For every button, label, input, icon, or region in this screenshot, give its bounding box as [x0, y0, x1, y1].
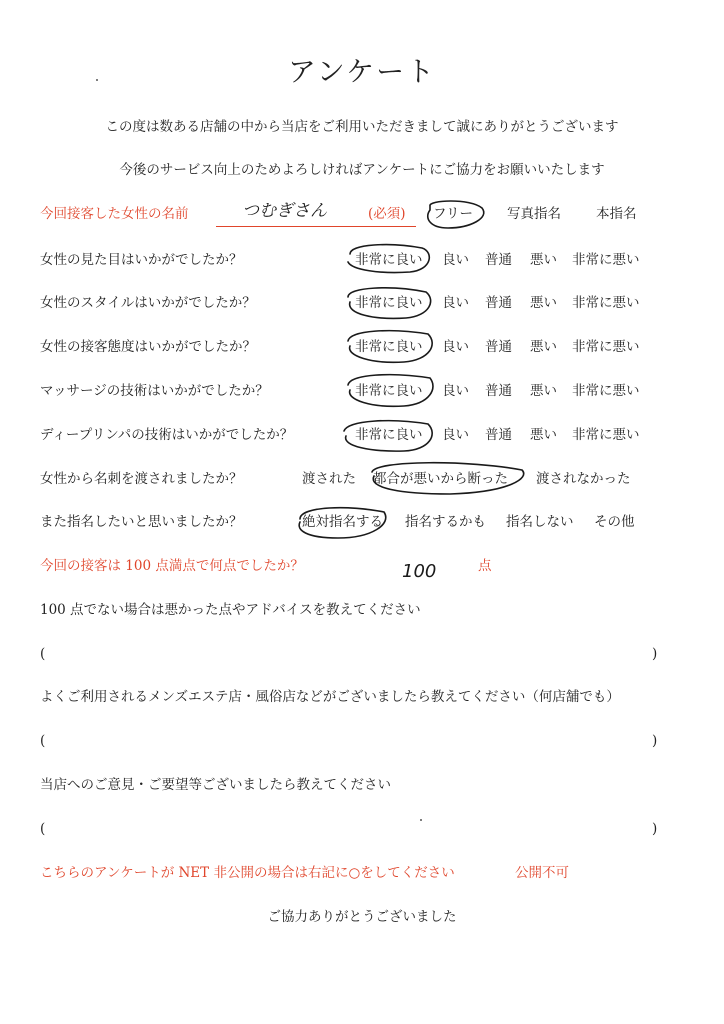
- rating-very-bad[interactable]: 非常に悪い: [572, 252, 640, 268]
- rating-very-good[interactable]: 非常に良い: [355, 383, 423, 399]
- name-option-photo[interactable]: 写真指名: [507, 206, 561, 222]
- rating-very-bad[interactable]: 非常に悪い: [572, 339, 640, 355]
- name-option-free[interactable]: フリー: [433, 206, 473, 222]
- score-unit: 点: [478, 558, 492, 574]
- card-option-received[interactable]: 渡された: [302, 471, 356, 487]
- question-repeat: また指名したいと思いましたか？: [40, 514, 243, 530]
- privacy-option[interactable]: 公開不可: [515, 865, 569, 881]
- question-other-stores: よくご利用されるメンズエステ店・風俗店などがございましたら教えてください（何店舗でも）: [40, 689, 620, 705]
- repeat-option-other[interactable]: その他: [594, 514, 635, 530]
- rating-good[interactable]: 良い: [442, 339, 469, 355]
- rating-bad[interactable]: 悪い: [530, 295, 557, 311]
- question-advice: 100 点でない場合は悪かった点やアドバイスを教えてください: [40, 602, 421, 618]
- rating-very-good[interactable]: 非常に良い: [355, 339, 423, 355]
- circle-very-good-1: [348, 245, 429, 273]
- rating-very-bad[interactable]: 非常に悪い: [572, 383, 640, 399]
- rating-bad[interactable]: 悪い: [530, 339, 557, 355]
- circle-very-good-2: [348, 288, 431, 319]
- rating-bad[interactable]: 悪い: [530, 383, 557, 399]
- rating-average[interactable]: 普通: [485, 427, 512, 443]
- intro-line-2: 今後のサービス向上のためよろしければアンケートにご協力をお願いいたします: [119, 162, 605, 178]
- rating-very-good[interactable]: 非常に良い: [355, 427, 423, 443]
- rating-good[interactable]: 良い: [442, 427, 469, 443]
- advice-open-paren: (: [40, 646, 46, 662]
- rating-good[interactable]: 良い: [442, 383, 469, 399]
- stores-close-paren: ): [652, 733, 658, 749]
- handwritten-name: つむぎさん: [242, 201, 327, 221]
- rating-very-good[interactable]: 非常に良い: [355, 252, 423, 268]
- closing-message: ご協力ありがとうございました: [267, 909, 457, 925]
- privacy-text: こちらのアンケートが NET 非公開の場合は右記に○をしてください: [40, 865, 455, 881]
- name-label: 今回接客した女性の名前: [40, 206, 189, 222]
- question-score: 今回の接客は 100 点満点で何点でしたか？: [40, 558, 304, 574]
- stores-open-paren: (: [40, 733, 46, 749]
- rating-bad[interactable]: 悪い: [530, 252, 557, 268]
- intro-line-1: この度は数ある店舗の中から当店をご利用いただきまして誠にありがとうございます: [105, 119, 619, 135]
- question-massage: マッサージの技術はいかがでしたか？: [40, 383, 269, 399]
- question-feedback: 当店へのご意見・ご要望等ございましたら教えてください: [40, 777, 391, 793]
- rating-good[interactable]: 良い: [442, 252, 469, 268]
- card-option-not-received[interactable]: 渡されなかった: [536, 471, 631, 487]
- rating-average[interactable]: 普通: [485, 295, 512, 311]
- rating-good[interactable]: 良い: [442, 295, 469, 311]
- rating-average[interactable]: 普通: [485, 252, 512, 268]
- rating-very-bad[interactable]: 非常に悪い: [572, 427, 640, 443]
- circle-very-good-3: [348, 331, 432, 363]
- card-option-declined[interactable]: 都合が悪いから断った: [373, 471, 508, 487]
- circle-very-good-4: [348, 375, 433, 407]
- question-lymph: ディープリンパの技術はいかがでしたか？: [40, 427, 294, 443]
- circle-free: [428, 201, 484, 228]
- name-option-main[interactable]: 本指名: [596, 206, 637, 222]
- question-appearance: 女性の見た目はいかがでしたか？: [40, 252, 243, 268]
- rating-very-bad[interactable]: 非常に悪い: [572, 295, 640, 311]
- rating-very-good[interactable]: 非常に良い: [355, 295, 423, 311]
- circle-repeat-definitely: [299, 508, 386, 538]
- rating-average[interactable]: 普通: [485, 383, 512, 399]
- advice-close-paren: ): [652, 646, 658, 662]
- circle-card-declined: [372, 463, 524, 494]
- repeat-option-definitely[interactable]: 絶対指名する: [302, 514, 383, 530]
- circle-very-good-5: [344, 421, 432, 451]
- feedback-close-paren: ): [652, 821, 658, 837]
- question-attitude: 女性の接客態度はいかがでしたか？: [40, 339, 256, 355]
- rating-average[interactable]: 普通: [485, 339, 512, 355]
- repeat-option-no[interactable]: 指名しない: [506, 514, 574, 530]
- repeat-option-maybe[interactable]: 指名するかも: [405, 514, 486, 530]
- question-business-card: 女性から名刺を渡されましたか？: [40, 471, 243, 487]
- question-style: 女性のスタイルはいかがでしたか？: [40, 295, 256, 311]
- required-mark: (必須): [368, 206, 406, 222]
- handwritten-score: 100: [402, 561, 437, 582]
- rating-bad[interactable]: 悪い: [530, 427, 557, 443]
- page-title: アンケート: [287, 55, 437, 88]
- feedback-open-paren: (: [40, 821, 46, 837]
